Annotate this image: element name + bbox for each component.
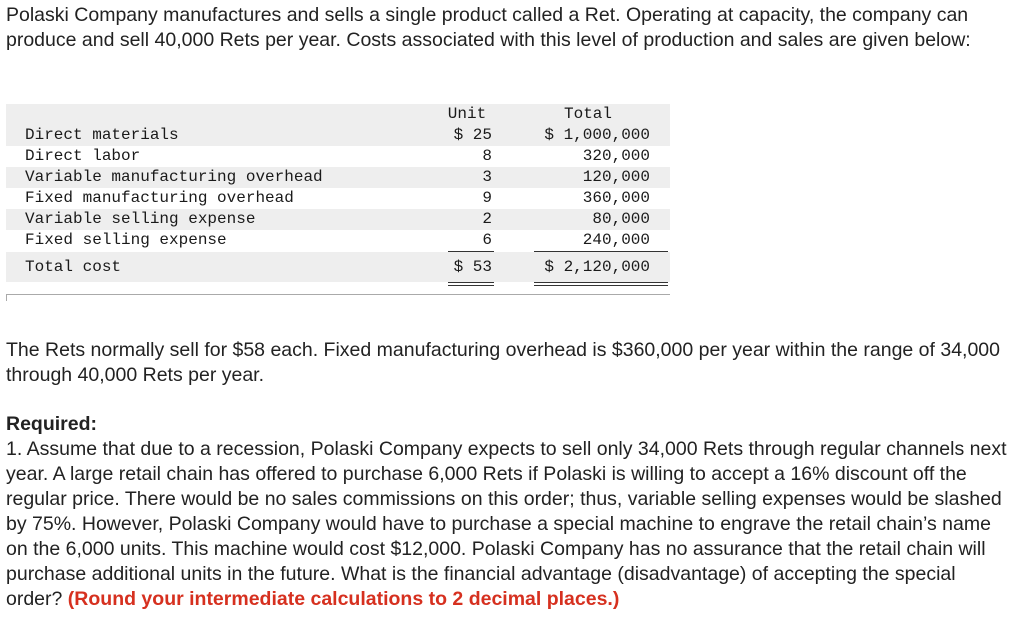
table-row bbox=[6, 125, 670, 146]
row-label: Fixed manufacturing overhead bbox=[25, 189, 294, 207]
row-unit-cost: 6 bbox=[482, 231, 492, 249]
table-bottom-border bbox=[6, 294, 670, 295]
row-total-cost: 360,000 bbox=[582, 189, 650, 207]
table-row bbox=[6, 209, 670, 230]
required-question bbox=[6, 437, 1016, 612]
total-cost-value: $ 2,120,000 bbox=[544, 258, 650, 276]
row-label: Fixed selling expense bbox=[25, 231, 227, 249]
table-row bbox=[6, 167, 670, 188]
row-total-cost: $ 1,000,000 bbox=[544, 126, 650, 144]
row-total-cost: 240,000 bbox=[582, 231, 650, 249]
cost-table bbox=[6, 104, 670, 296]
total-column-header: Total bbox=[563, 105, 612, 123]
unit-double-rule-bottom bbox=[448, 285, 494, 286]
row-unit-cost: 8 bbox=[482, 147, 492, 165]
table-row bbox=[6, 146, 670, 167]
row-label: Direct labor bbox=[25, 147, 141, 165]
row-label: Variable manufacturing overhead bbox=[25, 168, 323, 186]
total-unit-cost: $ 53 bbox=[453, 258, 492, 276]
total-double-rule-top bbox=[534, 282, 668, 283]
row-total-cost: 120,000 bbox=[582, 168, 650, 186]
row-total-cost: 320,000 bbox=[582, 147, 650, 165]
total-cost-row bbox=[6, 252, 670, 282]
table-row bbox=[6, 230, 670, 251]
table-bottom-corner bbox=[6, 294, 7, 301]
total-cost-label: Total cost bbox=[25, 258, 122, 276]
row-label: Direct materials bbox=[25, 126, 179, 144]
row-unit-cost: 2 bbox=[482, 210, 492, 228]
rounding-hint: (Round your intermediate calculations to 2 decimal places.) bbox=[67, 588, 620, 610]
price-note: The Rets normally sell for $58 each. Fixed manufacturing overhead is $360,000 per year within the range of 34,000 through 40,000 Rets per year. bbox=[6, 339, 1000, 386]
row-total-cost: 80,000 bbox=[592, 210, 650, 228]
row-unit-cost: 9 bbox=[482, 189, 492, 207]
problem-intro: Polaski Company manufactures and sells a single product called a Ret. Operating at capacity, the company can produce and sell 40,000 Rets per year. Costs associated with this level of production and sales are given below: bbox=[6, 4, 971, 51]
row-label: Variable selling expense bbox=[25, 210, 256, 228]
unit-column-header: Unit bbox=[447, 105, 487, 123]
table-row bbox=[6, 188, 670, 209]
required-heading: Required: bbox=[6, 413, 98, 435]
question-text: 1. Assume that due to a recession, Polaski Company expects to sell only 34,000 Rets through regular channels next year. A large retail chain has offered to purchase 6,000 Rets if Polaski is willing to accept a 16% discount off the regular price. There would be no sales commissions on this order; thus, variable selling expenses would be slashed by 75%. However, Polaski Company would have to purchase a special machine to engrave the retail chain’s name on the 6,000 units. This machine would cost $12,000. Polaski Company has no assurance that the retail chain will purchase additional units in the future. What is the financial advantage (disadvantage) of accepting the special order? bbox=[6, 438, 1007, 610]
row-unit-cost: $ 25 bbox=[453, 126, 492, 144]
row-unit-cost: 3 bbox=[482, 168, 492, 186]
total-double-rule-bottom bbox=[534, 285, 668, 286]
unit-double-rule-top bbox=[448, 282, 494, 283]
